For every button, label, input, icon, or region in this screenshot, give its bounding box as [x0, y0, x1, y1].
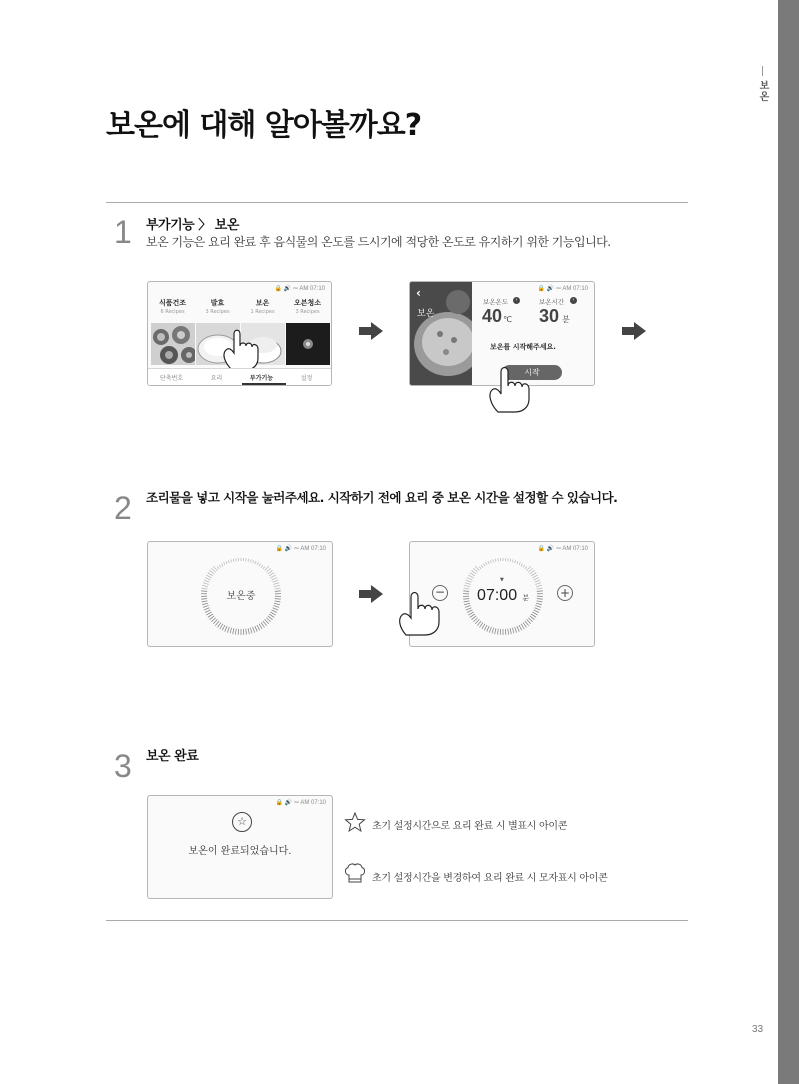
dial-tick [530, 616, 535, 620]
dial-tick [203, 583, 209, 585]
dial-tick [486, 562, 487, 565]
dial-tick [250, 559, 251, 562]
arrow-right-icon [359, 585, 383, 603]
dial-tick [255, 561, 256, 564]
step-1-number: 1 [114, 214, 132, 250]
dial-tick [209, 570, 214, 574]
status-time: AM 07:10 [562, 286, 588, 292]
menu-category-keep-warm[interactable] [240, 298, 285, 315]
back-chevron-icon[interactable]: ‹ [416, 286, 421, 300]
screen-menu [147, 281, 332, 386]
dial-tick [528, 618, 532, 622]
dial-tick [534, 610, 539, 613]
dial-tick [211, 568, 215, 572]
dial-tick [255, 626, 257, 631]
status-bar [276, 799, 326, 806]
dial-tick [272, 610, 277, 613]
dial-tick [531, 573, 536, 576]
page-number: 33 [752, 1024, 764, 1035]
dial-tick [521, 624, 524, 629]
dial-tick [269, 614, 274, 617]
dial-tick [208, 614, 213, 617]
dial-tick [273, 608, 279, 610]
adjust-time-display[interactable] [462, 585, 544, 605]
dial-tick [471, 616, 476, 620]
dial-tick [467, 577, 472, 580]
running-status: 보온중 [226, 591, 256, 602]
dial-tick [468, 575, 473, 578]
dial-tick [211, 618, 215, 622]
dial-tick [489, 627, 491, 633]
dial-tick [515, 627, 517, 633]
dial-tick [205, 577, 210, 580]
dial-tick [261, 565, 263, 567]
dial-tick [219, 565, 221, 567]
dial-tick [466, 608, 472, 610]
dial-tick [531, 614, 536, 617]
dial-tick [268, 570, 273, 574]
dial-tick [475, 566, 479, 570]
status-time: AM 07:10 [299, 286, 325, 292]
active-tab-indicator [242, 383, 286, 385]
time-value[interactable]: 30 [539, 306, 560, 326]
dial-tick [274, 603, 280, 604]
tap-hand-icon [218, 326, 268, 372]
dial-tick [268, 616, 273, 620]
volume-icon: 🔊 [284, 800, 293, 806]
menu-category-count: 3 Recipes [205, 309, 230, 315]
star-icon: ☆ [232, 812, 252, 832]
dial-tick [528, 568, 532, 572]
dial-tick [473, 618, 477, 622]
dial-tick [269, 573, 274, 576]
dial-tick [465, 606, 471, 608]
temp-label: 보온온도 [483, 298, 509, 306]
dial-tick [253, 627, 255, 633]
tap-hand-icon [396, 587, 448, 637]
dial-tick [215, 621, 219, 626]
dried-fruit-image [151, 323, 195, 365]
dial-tick [206, 575, 211, 578]
dial-tick [217, 623, 221, 628]
dial-tick [235, 629, 236, 635]
tap-hand-icon [484, 362, 540, 414]
lock-icon: 🔒 [537, 286, 546, 292]
dial-tick [250, 628, 252, 634]
menu-category-name: 식품건조 [158, 299, 187, 307]
dial-tick [467, 610, 472, 613]
status-time: AM 07:10 [562, 546, 588, 552]
dial-tick [535, 606, 541, 608]
menu-category-name: 오븐청소 [293, 299, 322, 307]
side-tab-divider [762, 66, 763, 76]
page-title: 보온에 대해 알아볼까요? [106, 108, 422, 143]
time-label: 보온시간 [539, 298, 565, 306]
chef-hat-icon [344, 862, 366, 886]
dial-tick [213, 619, 217, 623]
dial-tick [221, 564, 223, 567]
dial-tick [493, 559, 494, 562]
dial-tick [228, 560, 229, 563]
start-prompt: 보온를 시작해주세요. [490, 343, 556, 351]
dial-tick [466, 580, 472, 582]
dial-tick [470, 573, 475, 576]
dial-tick [220, 624, 223, 629]
dial-tick [495, 628, 496, 634]
dial-tick [523, 565, 525, 567]
dial-tick [471, 570, 476, 574]
star-icon [344, 812, 366, 832]
dial-tick [535, 580, 541, 582]
menu-category-name: 보온 [255, 299, 270, 307]
dial-tick [273, 606, 279, 608]
temp-info-icon[interactable]: › [513, 297, 520, 304]
dial-tick [248, 628, 249, 634]
dial-tick [523, 623, 527, 628]
dial-tick [231, 559, 232, 562]
menu-category-name: 발효 [210, 299, 225, 307]
status-bar [538, 545, 588, 552]
status-bar [275, 285, 325, 292]
step-1-description: 보온 기능은 요리 완료 후 음식물의 온도를 드시기에 적당한 온도로 유지하기 위한 기능입니다. [146, 235, 611, 249]
dial-tick [525, 621, 529, 626]
lock-icon: 🔒 [275, 800, 284, 806]
dial-tick [246, 629, 247, 635]
dial-tick [217, 567, 219, 569]
dial-tick [265, 619, 269, 623]
dial-tick [497, 629, 498, 635]
screen-keep-warm-running [147, 541, 333, 647]
status-bar [538, 285, 588, 292]
dial-tick [517, 626, 519, 631]
arrow-right-icon [622, 322, 646, 340]
dial-tick [270, 575, 275, 578]
dial-tick [530, 570, 535, 574]
food-panel [410, 282, 472, 385]
status-bar [276, 545, 326, 552]
dial-tick [532, 575, 537, 578]
wifi-icon: ∾ [292, 286, 298, 292]
status-time: AM 07:10 [300, 800, 326, 806]
menu-category-count: 3 Recipes [295, 309, 320, 315]
mode-label: 보온 [417, 309, 435, 319]
dial-tick [253, 560, 254, 563]
menu-category-fermentation[interactable] [195, 298, 240, 315]
dial-tick [482, 624, 485, 629]
dial-tick [468, 612, 473, 615]
dial-tick [479, 623, 483, 628]
dial-tick [227, 627, 229, 633]
dial-tick [226, 561, 227, 564]
dial-tick [202, 603, 208, 604]
menu-category-oven-clean[interactable] [285, 298, 330, 315]
oven-clean-image [286, 323, 330, 365]
volume-icon: 🔊 [546, 546, 555, 552]
dial-tick [224, 562, 225, 565]
dial-tick [534, 577, 539, 580]
dial-tick [515, 560, 516, 563]
dial-tick [203, 606, 209, 608]
dial-tick [510, 628, 511, 634]
done-message: 보온이 완료되었습니다. [188, 846, 292, 857]
dial-tick [519, 562, 520, 565]
dial-tick [257, 625, 260, 630]
dial-tick [521, 564, 523, 567]
dial-tick [492, 628, 494, 634]
dial-tick [204, 580, 210, 582]
dial-tick [204, 608, 210, 610]
dial-tick [233, 628, 234, 634]
screen-keep-warm-done [147, 795, 333, 899]
dial-tick [527, 566, 531, 570]
step-3-title: 보온 완료 [146, 749, 199, 764]
dial-tick [213, 566, 217, 570]
volume-icon: 🔊 [284, 546, 293, 552]
dial-tick [257, 562, 258, 565]
start-button[interactable]: 시작 [502, 365, 562, 380]
lock-icon: 🔒 [537, 546, 546, 552]
dial-tick [209, 616, 214, 620]
bottom-divider [106, 920, 688, 921]
menu-category-count: 6 Recipes [160, 309, 185, 315]
dial-tick [510, 559, 511, 562]
dial-tick [266, 568, 270, 572]
status-time: AM 07:10 [300, 546, 326, 552]
side-tab-label: 보온 [757, 80, 768, 102]
dial-tick [484, 625, 487, 630]
dial-tick [259, 564, 261, 567]
dial-tick [259, 624, 262, 629]
dial-tick [272, 577, 277, 580]
tab-settings[interactable]: 설정 [300, 375, 313, 382]
step-2-number: 2 [114, 490, 132, 526]
wifi-icon: ∾ [555, 546, 561, 552]
top-divider [106, 202, 688, 203]
dial-tick [230, 628, 232, 634]
dial-tick [263, 567, 265, 569]
tab-cooking[interactable]: 요리 [210, 375, 223, 382]
dial-tick [483, 564, 485, 567]
arrow-right-icon [359, 322, 383, 340]
dial-tick [248, 559, 249, 562]
dial-tick [205, 610, 210, 613]
dial-tick [206, 612, 211, 615]
time-info-icon[interactable]: › [570, 297, 577, 304]
wifi-icon: ∾ [555, 286, 561, 292]
dial-tick [273, 580, 279, 582]
tab-shortcut[interactable]: 단축번호 [159, 375, 184, 382]
minus-button[interactable]: − [432, 585, 448, 601]
dial-tick [517, 561, 518, 564]
dial-tick [512, 559, 513, 562]
temp-unit: ℃ [503, 315, 512, 324]
volume-icon: 🔊 [546, 286, 555, 292]
step-3-number: 3 [114, 748, 132, 784]
adjust-time-unit: 분 [522, 594, 529, 602]
dial-tick [473, 568, 477, 572]
step-1-title: 부가기능 〉 보온 [146, 218, 239, 233]
dial-tick [470, 614, 475, 617]
tab-bar [148, 368, 331, 385]
tab-extra-functions[interactable]: 부가기능 [249, 375, 274, 382]
dial-tick [222, 625, 225, 630]
temp-value[interactable]: 40 [482, 306, 503, 326]
dial-tick [512, 628, 514, 634]
menu-category-drying[interactable] [150, 298, 195, 315]
dial-tick [481, 565, 483, 567]
dial-tick [273, 583, 279, 585]
dial-marker-icon: ▼ [500, 577, 504, 583]
dial-tick [261, 623, 265, 628]
dial-tick [265, 566, 269, 570]
dial-tick [263, 621, 267, 626]
wifi-icon: ∾ [293, 546, 299, 552]
dial-tick [519, 625, 522, 630]
step-2-title: 조리물을 넣고 시작을 눌러주세요. 시작하기 전에 요리 중 보온 시간을 설정할 수 있습니다. [146, 490, 618, 505]
dial-tick [527, 619, 531, 623]
dial-tick [532, 612, 537, 615]
dial-tick [488, 561, 489, 564]
dial-tick [225, 626, 227, 631]
dial-tick [208, 573, 213, 576]
dial-tick [508, 629, 509, 635]
dial-tick [495, 559, 496, 562]
dial-tick [525, 567, 527, 569]
plus-button[interactable]: + [557, 585, 573, 601]
dial-tick [270, 612, 275, 615]
menu-category-count: 1 Recipes [250, 309, 275, 315]
dial-tick [479, 567, 481, 569]
dial-tick [475, 619, 479, 623]
dial-tick [233, 559, 234, 562]
lock-icon: 🔒 [275, 546, 284, 552]
dial-tick [266, 618, 270, 622]
dial-tick [490, 560, 491, 563]
volume-icon: 🔊 [283, 286, 292, 292]
legend-star-text: 초기 설정시간으로 요리 완료 시 별표시 아이콘 [372, 821, 568, 832]
lock-icon: 🔒 [274, 286, 283, 292]
adjust-time-value: 07:00 [477, 587, 518, 604]
side-tab-bar [778, 0, 799, 1084]
time-unit: 분 [562, 315, 570, 324]
wifi-icon: ∾ [293, 800, 299, 806]
dial-tick [487, 626, 489, 631]
dial-tick [535, 608, 541, 610]
legend-chef-hat-text: 초기 설정시간을 변경하여 요리 완료 시 모자표시 아이콘 [372, 873, 608, 884]
dial-tick [477, 621, 481, 626]
